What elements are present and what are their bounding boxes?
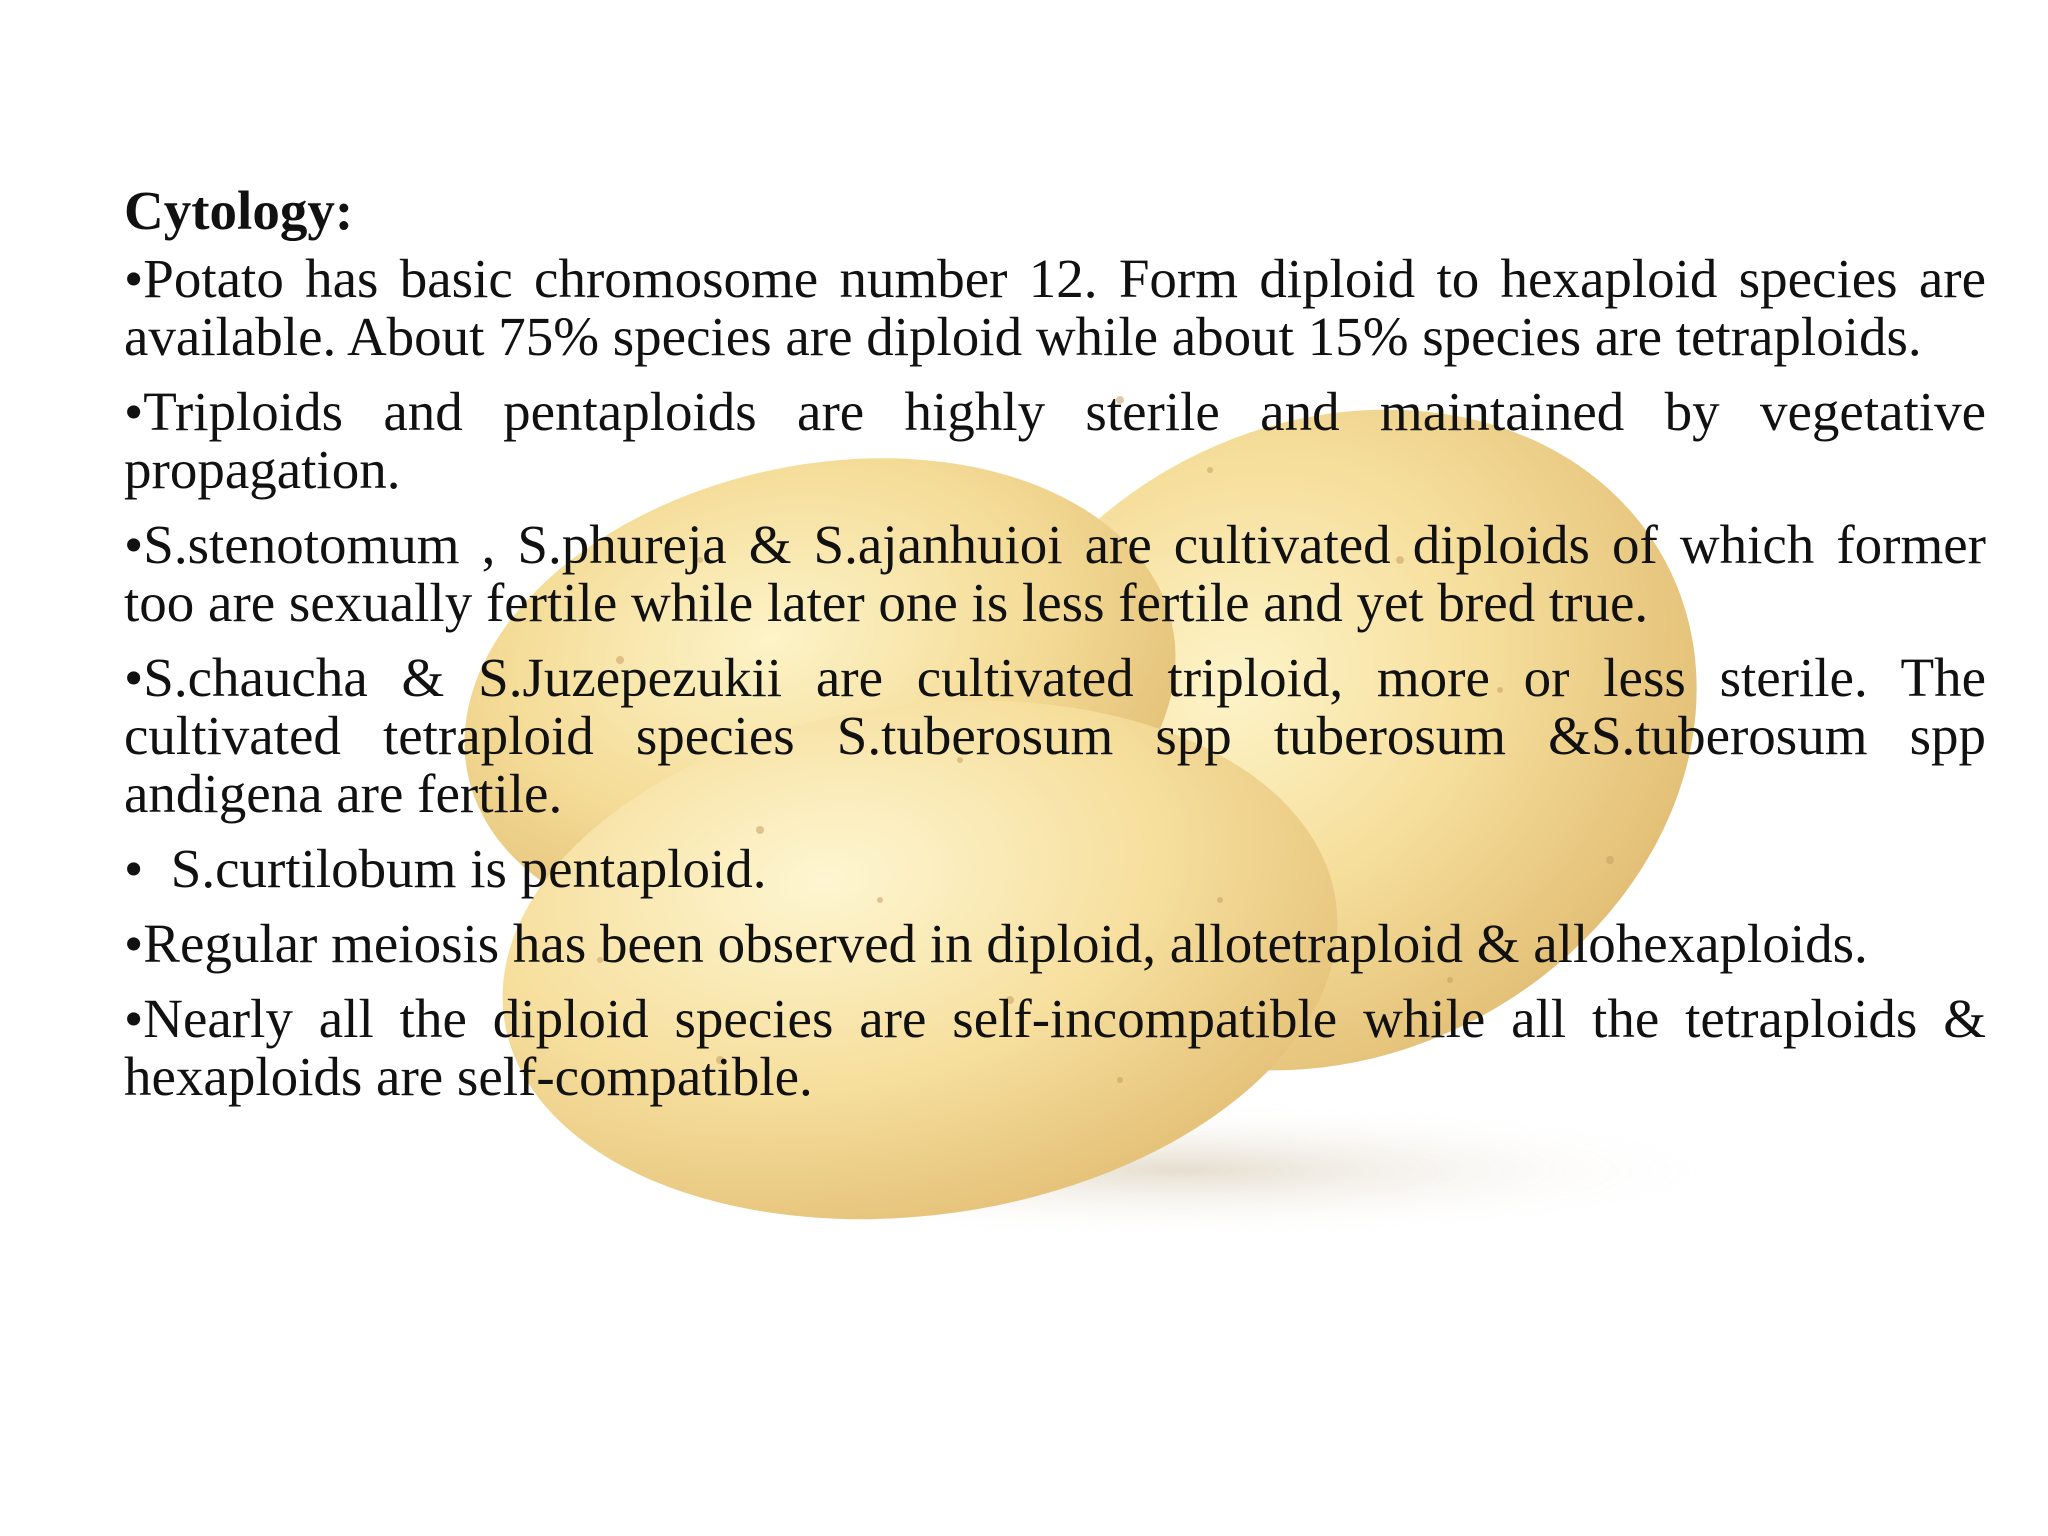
bullet-text: Regular meiosis has been observed in diploid, allotetraploid & allohexaploids. bbox=[143, 913, 1868, 974]
slide-heading: Cytology: bbox=[124, 180, 354, 241]
bullet-marker: • bbox=[124, 381, 144, 442]
slide-content bbox=[124, 178, 1986, 1123]
bullet-paragraph-7 bbox=[124, 990, 1986, 1106]
bullet-paragraph-1 bbox=[124, 250, 1986, 366]
bullet-paragraph-6 bbox=[124, 915, 1986, 973]
bullet-marker: • bbox=[124, 248, 144, 309]
bullet-text: Potato has basic chromosome number 12. Form diploid to hexaploid species are available. About 75% species are diploid while about 15% species are tetraploids. bbox=[124, 248, 1986, 367]
bullet-paragraph-4 bbox=[124, 649, 1986, 823]
bullet-marker: • bbox=[124, 647, 144, 708]
bullet-marker: • bbox=[124, 988, 144, 1049]
bullet-marker: • bbox=[124, 514, 144, 575]
bullet-marker: • bbox=[124, 838, 144, 899]
bullet-text: Triploids and pentaploids are highly sterile and maintained by vegetative propagation. bbox=[124, 381, 1986, 500]
bullet-text: S.curtilobum is pentaploid. bbox=[143, 838, 767, 899]
bullet-text: Nearly all the diploid species are self-incompatible while all the tetraploids & hexaploids are self-compatible. bbox=[124, 988, 1986, 1107]
bullet-paragraph-3 bbox=[124, 516, 1986, 632]
bullet-paragraph-5 bbox=[124, 840, 1986, 898]
bullet-text: S.chaucha & S.Juzepezukii are cultivated triploid, more or less sterile. The cultivated tetraploid species S.tuberosum spp tuberosum &S.tuberosum spp andigena are fertile. bbox=[124, 647, 1986, 824]
bullet-text: S.stenotomum , S.phureja & S.ajanhuioi are cultivated diploids of which former too are sexually fertile while later one is less fertile and yet bred true. bbox=[124, 514, 1986, 633]
bullet-paragraph-2 bbox=[124, 383, 1986, 499]
bullet-marker: • bbox=[124, 913, 144, 974]
